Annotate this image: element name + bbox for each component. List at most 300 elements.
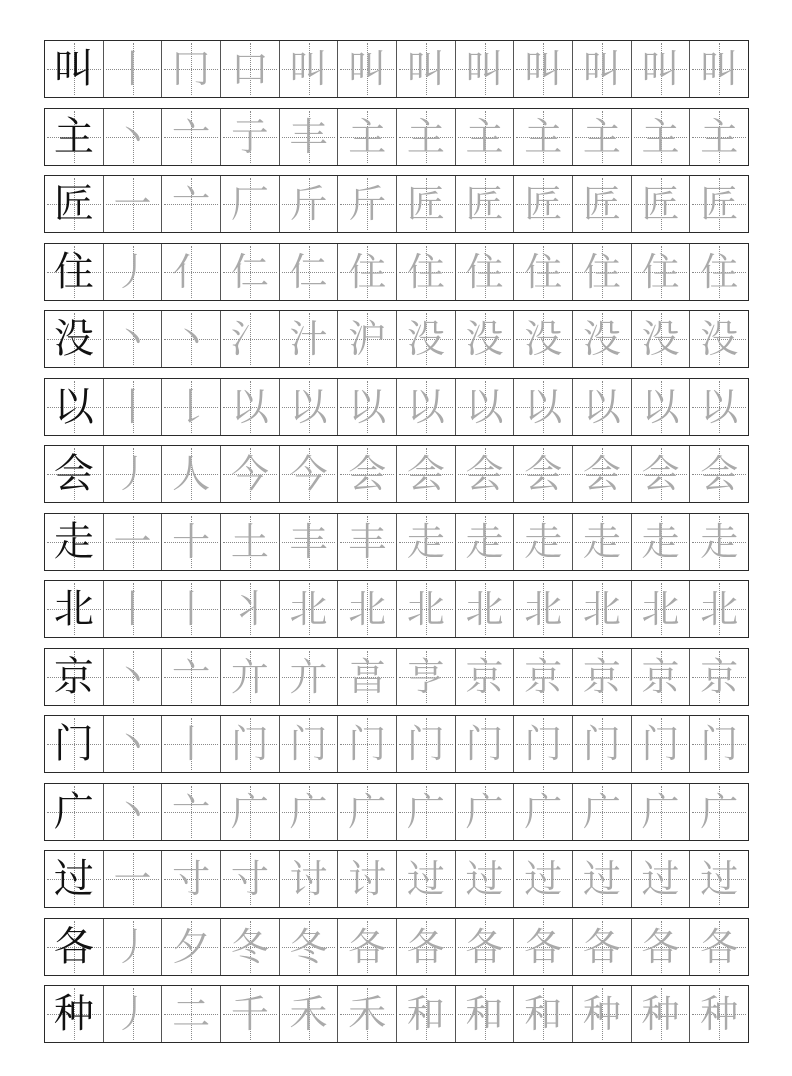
- trace-cell: [396, 514, 455, 570]
- stroke-step-character: 氵: [230, 317, 269, 361]
- stroke-step-character: 住: [348, 249, 387, 294]
- model-character-cell: [45, 176, 103, 232]
- trace-cell: [279, 109, 338, 165]
- trace-cell: [337, 649, 396, 705]
- trace-cell: [279, 784, 338, 840]
- stroke-step-character: 主: [582, 114, 621, 159]
- stroke-step-character: 主: [465, 114, 504, 159]
- stroke-step-character: 广: [348, 789, 387, 834]
- model-character-cell: [45, 41, 103, 97]
- stroke-step-character: 走: [406, 519, 445, 564]
- model-character-cell: [45, 919, 103, 975]
- stroke-step-character: 亣: [289, 654, 328, 699]
- trace-cell: [455, 514, 514, 570]
- stroke-step-character: 冬: [289, 924, 328, 969]
- trace-cell: [161, 446, 220, 502]
- trace-cell: [396, 109, 455, 165]
- model-character: 以: [53, 383, 94, 430]
- character-row: [44, 243, 749, 301]
- stroke-step-character: 各: [524, 924, 563, 969]
- stroke-step-character: 走: [524, 519, 563, 564]
- stroke-step-character: 住: [700, 249, 739, 294]
- trace-cell: [572, 244, 631, 300]
- stroke-step-character: 匠: [406, 182, 445, 226]
- character-row: [44, 108, 749, 166]
- stroke-step-character: 种: [641, 992, 680, 1036]
- stroke-step-character: 丿: [113, 452, 152, 496]
- stroke-step-character: 走: [700, 519, 739, 564]
- character-row: [44, 715, 749, 773]
- stroke-step-character: 广: [465, 789, 504, 834]
- model-character: 种: [53, 991, 94, 1037]
- trace-cell: [103, 514, 162, 570]
- stroke-step-character: 亣: [230, 654, 269, 699]
- trace-cell: [103, 109, 162, 165]
- trace-cell: [455, 41, 514, 97]
- stroke-step-character: 丰: [289, 114, 328, 159]
- stroke-step-character: 没: [582, 317, 621, 361]
- stroke-step-character: 以: [524, 384, 563, 429]
- trace-cell: [396, 784, 455, 840]
- trace-cell: [455, 244, 514, 300]
- trace-cell: [513, 379, 572, 435]
- stroke-step-character: 以: [289, 384, 328, 429]
- stroke-step-character: 主: [700, 114, 739, 159]
- stroke-step-character: 以: [700, 384, 739, 429]
- trace-cell: [161, 716, 220, 772]
- stroke-step-character: 二: [172, 992, 211, 1036]
- trace-cell: [103, 581, 162, 637]
- stroke-step-character: 门: [582, 722, 621, 766]
- trace-cell: [337, 41, 396, 97]
- trace-cell: [279, 851, 338, 907]
- stroke-step-character: 住: [465, 249, 504, 294]
- trace-cell: [279, 379, 338, 435]
- stroke-step-character: 会: [641, 452, 680, 496]
- trace-cell: [631, 851, 690, 907]
- trace-cell: [279, 514, 338, 570]
- stroke-step-character: 亨: [406, 654, 445, 699]
- stroke-step-character: 丨: [113, 384, 152, 429]
- stroke-step-character: 主: [348, 114, 387, 159]
- trace-cell: [279, 41, 338, 97]
- stroke-step-character: 门: [524, 722, 563, 766]
- stroke-step-character: 亠: [172, 789, 211, 834]
- stroke-step-character: 广: [641, 789, 680, 834]
- stroke-step-character: 各: [700, 924, 739, 969]
- character-row: [44, 445, 749, 503]
- trace-cell: [103, 851, 162, 907]
- trace-cell: [689, 649, 748, 705]
- trace-cell: [161, 649, 220, 705]
- trace-cell: [220, 784, 279, 840]
- stroke-step-character: 广: [524, 789, 563, 834]
- trace-cell: [631, 649, 690, 705]
- trace-cell: [279, 581, 338, 637]
- trace-cell: [396, 446, 455, 502]
- stroke-step-character: 沪: [348, 317, 387, 361]
- stroke-step-character: 丨: [172, 587, 211, 631]
- model-character-cell: [45, 986, 103, 1042]
- stroke-step-character: 十: [172, 519, 211, 564]
- stroke-step-character: 叫: [524, 47, 563, 91]
- stroke-step-character: 广: [700, 789, 739, 834]
- stroke-step-character: 过: [406, 857, 445, 901]
- trace-cell: [161, 986, 220, 1042]
- trace-cell: [455, 851, 514, 907]
- stroke-step-character: 没: [641, 317, 680, 361]
- model-character-cell: [45, 109, 103, 165]
- character-row: [44, 918, 749, 976]
- trace-cell: [337, 176, 396, 232]
- stroke-step-character: 会: [406, 452, 445, 496]
- character-row: [44, 40, 749, 98]
- stroke-step-character: 主: [641, 114, 680, 159]
- stroke-step-character: 过: [582, 857, 621, 901]
- trace-cell: [161, 244, 220, 300]
- model-character: 会: [53, 451, 94, 497]
- stroke-step-character: 北: [465, 587, 504, 631]
- stroke-step-character: 以: [641, 384, 680, 429]
- stroke-step-character: 匠: [641, 182, 680, 226]
- trace-cell: [220, 311, 279, 367]
- stroke-step-character: 人: [172, 452, 211, 496]
- trace-cell: [631, 109, 690, 165]
- trace-cell: [220, 851, 279, 907]
- trace-cell: [689, 311, 748, 367]
- trace-cell: [220, 581, 279, 637]
- trace-cell: [337, 109, 396, 165]
- trace-cell: [689, 716, 748, 772]
- trace-cell: [161, 581, 220, 637]
- trace-cell: [455, 379, 514, 435]
- trace-cell: [455, 176, 514, 232]
- trace-cell: [279, 649, 338, 705]
- stroke-step-character: 会: [582, 452, 621, 496]
- trace-cell: [220, 41, 279, 97]
- trace-cell: [103, 986, 162, 1042]
- trace-cell: [513, 649, 572, 705]
- stroke-step-character: 以: [465, 384, 504, 429]
- trace-cell: [689, 784, 748, 840]
- stroke-step-character: 京: [641, 654, 680, 699]
- stroke-step-character: 丰: [348, 519, 387, 564]
- stroke-step-character: 各: [348, 924, 387, 969]
- stroke-step-character: 种: [700, 992, 739, 1036]
- stroke-step-character: 广: [582, 789, 621, 834]
- trace-cell: [279, 176, 338, 232]
- character-row: [44, 580, 749, 638]
- stroke-step-character: 北: [641, 587, 680, 631]
- trace-cell: [631, 41, 690, 97]
- trace-cell: [220, 649, 279, 705]
- stroke-step-character: 丨: [172, 722, 211, 766]
- stroke-step-character: 和: [406, 992, 445, 1036]
- trace-cell: [161, 41, 220, 97]
- trace-cell: [513, 176, 572, 232]
- stroke-step-character: 斤: [289, 182, 328, 226]
- model-character: 北: [53, 586, 94, 632]
- stroke-step-character: 亠: [172, 182, 211, 226]
- stroke-step-character: 以: [348, 384, 387, 429]
- stroke-step-character: 过: [700, 857, 739, 901]
- stroke-step-character: 厂: [230, 182, 269, 226]
- stroke-step-character: 各: [641, 924, 680, 969]
- trace-cell: [337, 311, 396, 367]
- stroke-step-character: 北: [700, 587, 739, 631]
- trace-cell: [631, 446, 690, 502]
- stroke-step-character: 北: [289, 587, 328, 631]
- trace-cell: [631, 581, 690, 637]
- trace-cell: [689, 176, 748, 232]
- trace-cell: [161, 176, 220, 232]
- trace-cell: [572, 446, 631, 502]
- trace-cell: [455, 581, 514, 637]
- trace-cell: [572, 649, 631, 705]
- stroke-step-character: 广: [230, 789, 269, 834]
- stroke-step-character: 过: [641, 857, 680, 901]
- trace-cell: [572, 986, 631, 1042]
- stroke-step-character: 没: [465, 317, 504, 361]
- stroke-step-character: 讨: [289, 857, 328, 901]
- stroke-step-character: 叫: [465, 47, 504, 91]
- model-character: 广: [53, 788, 94, 835]
- stroke-step-character: 丶: [113, 722, 152, 766]
- trace-cell: [455, 986, 514, 1042]
- trace-cell: [572, 716, 631, 772]
- stroke-step-character: 北: [406, 587, 445, 631]
- stroke-step-character: 讨: [348, 857, 387, 901]
- stroke-step-character: 匠: [700, 182, 739, 226]
- stroke-step-character: 丶: [113, 114, 152, 159]
- trace-cell: [161, 311, 220, 367]
- stroke-step-character: 门: [406, 722, 445, 766]
- stroke-step-character: 亍: [230, 114, 269, 159]
- stroke-step-character: 会: [524, 452, 563, 496]
- stroke-step-character: 匠: [582, 182, 621, 226]
- stroke-step-character: 住: [582, 249, 621, 294]
- character-row: [44, 310, 749, 368]
- trace-cell: [631, 716, 690, 772]
- trace-cell: [220, 716, 279, 772]
- stroke-step-character: 各: [582, 924, 621, 969]
- trace-cell: [572, 176, 631, 232]
- stroke-step-character: 门: [465, 722, 504, 766]
- trace-cell: [337, 716, 396, 772]
- stroke-step-character: 今: [230, 452, 269, 496]
- stroke-step-character: 走: [582, 519, 621, 564]
- trace-cell: [161, 109, 220, 165]
- stroke-step-character: 广: [289, 789, 328, 834]
- model-character: 主: [53, 113, 94, 160]
- stroke-step-character: 土: [230, 519, 269, 564]
- trace-cell: [572, 109, 631, 165]
- model-character-cell: [45, 581, 103, 637]
- stroke-step-character: 禾: [289, 992, 328, 1036]
- stroke-step-character: 会: [700, 452, 739, 496]
- stroke-step-character: 丰: [289, 519, 328, 564]
- trace-cell: [161, 851, 220, 907]
- trace-cell: [513, 244, 572, 300]
- trace-cell: [337, 581, 396, 637]
- stroke-step-character: 广: [406, 789, 445, 834]
- stroke-step-character: 丨: [113, 587, 152, 631]
- stroke-step-character: 今: [289, 452, 328, 496]
- trace-cell: [455, 446, 514, 502]
- stroke-step-character: 各: [406, 924, 445, 969]
- trace-cell: [513, 986, 572, 1042]
- trace-cell: [220, 379, 279, 435]
- stroke-step-character: 门: [700, 722, 739, 766]
- trace-cell: [689, 851, 748, 907]
- character-row: [44, 648, 749, 706]
- stroke-step-character: 匠: [524, 182, 563, 226]
- trace-cell: [455, 716, 514, 772]
- model-character-cell: [45, 379, 103, 435]
- trace-cell: [631, 176, 690, 232]
- stroke-step-character: 和: [524, 992, 563, 1036]
- stroke-step-character: 京: [465, 654, 504, 699]
- trace-cell: [396, 851, 455, 907]
- stroke-step-character: 亠: [172, 654, 211, 699]
- stroke-step-character: 北: [524, 587, 563, 631]
- trace-cell: [161, 379, 220, 435]
- trace-cell: [103, 244, 162, 300]
- trace-cell: [279, 446, 338, 502]
- trace-cell: [103, 784, 162, 840]
- trace-cell: [396, 379, 455, 435]
- stroke-step-character: 夕: [172, 924, 211, 969]
- stroke-step-character: 主: [524, 114, 563, 159]
- stroke-step-character: 丿: [113, 924, 152, 969]
- stroke-step-character: 汁: [289, 317, 328, 361]
- model-character-cell: [45, 716, 103, 772]
- character-row: [44, 378, 749, 436]
- trace-cell: [279, 244, 338, 300]
- trace-cell: [572, 919, 631, 975]
- trace-cell: [161, 514, 220, 570]
- stroke-step-character: 仁: [230, 249, 269, 294]
- stroke-step-character: 以: [230, 384, 269, 429]
- trace-cell: [513, 581, 572, 637]
- trace-cell: [513, 109, 572, 165]
- trace-cell: [220, 986, 279, 1042]
- trace-cell: [337, 784, 396, 840]
- trace-cell: [572, 41, 631, 97]
- stroke-step-character: 没: [524, 317, 563, 361]
- trace-cell: [631, 244, 690, 300]
- model-character-cell: [45, 446, 103, 502]
- trace-cell: [279, 716, 338, 772]
- stroke-step-character: 丶: [113, 789, 152, 834]
- trace-cell: [220, 109, 279, 165]
- stroke-step-character: 叫: [700, 47, 739, 91]
- stroke-step-character: 种: [582, 992, 621, 1036]
- practice-sheet: [44, 40, 749, 1053]
- stroke-step-character: 门: [230, 722, 269, 766]
- trace-cell: [689, 379, 748, 435]
- stroke-step-character: 丶: [172, 317, 211, 361]
- trace-cell: [220, 244, 279, 300]
- character-row: [44, 850, 749, 908]
- trace-cell: [103, 379, 162, 435]
- model-character-cell: [45, 311, 103, 367]
- trace-cell: [337, 986, 396, 1042]
- trace-cell: [572, 581, 631, 637]
- stroke-step-character: 住: [641, 249, 680, 294]
- trace-cell: [103, 649, 162, 705]
- stroke-step-character: 口: [230, 47, 269, 91]
- model-character-cell: [45, 784, 103, 840]
- trace-cell: [689, 41, 748, 97]
- trace-cell: [396, 244, 455, 300]
- trace-cell: [455, 311, 514, 367]
- stroke-step-character: 叫: [406, 47, 445, 91]
- trace-cell: [572, 851, 631, 907]
- trace-cell: [396, 919, 455, 975]
- stroke-step-character: 丬: [230, 587, 269, 631]
- trace-cell: [220, 176, 279, 232]
- model-character: 过: [53, 856, 94, 902]
- stroke-step-character: 冂: [172, 47, 211, 91]
- stroke-step-character: 过: [524, 857, 563, 901]
- model-character: 走: [53, 518, 94, 565]
- stroke-step-character: 丿: [113, 992, 152, 1036]
- stroke-step-character: 住: [524, 249, 563, 294]
- stroke-step-character: 住: [406, 249, 445, 294]
- model-character-cell: [45, 851, 103, 907]
- model-character: 叫: [53, 46, 94, 92]
- trace-cell: [513, 41, 572, 97]
- stroke-step-character: 叫: [582, 47, 621, 91]
- stroke-step-character: 会: [465, 452, 504, 496]
- stroke-step-character: 北: [348, 587, 387, 631]
- trace-cell: [337, 919, 396, 975]
- trace-cell: [396, 41, 455, 97]
- stroke-step-character: 亠: [172, 114, 211, 159]
- trace-cell: [572, 514, 631, 570]
- trace-cell: [513, 716, 572, 772]
- stroke-step-character: 匠: [465, 182, 504, 226]
- character-row: [44, 783, 749, 841]
- trace-cell: [103, 919, 162, 975]
- trace-cell: [689, 446, 748, 502]
- trace-cell: [161, 919, 220, 975]
- model-character: 住: [53, 248, 94, 295]
- character-row: [44, 513, 749, 571]
- character-row: [44, 985, 749, 1043]
- trace-cell: [279, 311, 338, 367]
- trace-cell: [337, 446, 396, 502]
- stroke-step-character: 亯: [348, 654, 387, 699]
- model-character-cell: [45, 514, 103, 570]
- trace-cell: [396, 986, 455, 1042]
- stroke-step-character: 以: [582, 384, 621, 429]
- trace-cell: [513, 446, 572, 502]
- trace-cell: [513, 851, 572, 907]
- stroke-step-character: 各: [465, 924, 504, 969]
- stroke-step-character: 一: [113, 182, 152, 226]
- trace-cell: [689, 109, 748, 165]
- trace-cell: [631, 379, 690, 435]
- stroke-step-character: 门: [348, 722, 387, 766]
- model-character-cell: [45, 244, 103, 300]
- trace-cell: [631, 311, 690, 367]
- stroke-step-character: 一: [113, 857, 152, 901]
- character-row: [44, 175, 749, 233]
- stroke-step-character: 一: [113, 519, 152, 564]
- trace-cell: [337, 851, 396, 907]
